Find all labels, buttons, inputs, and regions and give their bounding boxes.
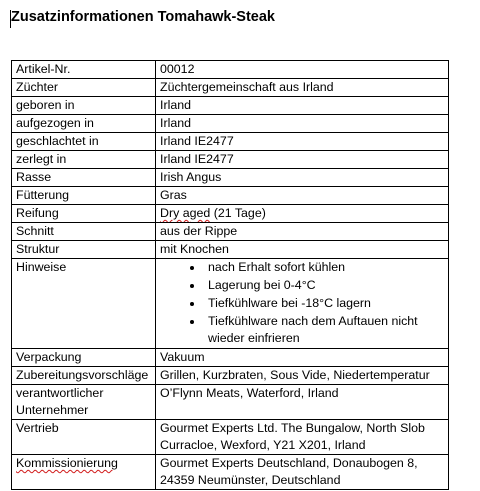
table-row bbox=[12, 97, 449, 115]
row-value-line: Curracloe, Wexford, Y21 X201, Irland bbox=[160, 438, 366, 452]
row-value-line: Gourmet Experts Deutschland, Donaubogen 8, bbox=[160, 456, 418, 470]
list-item: • Tiefkühlware nach dem Auftauen nicht wieder einfrieren bbox=[204, 313, 444, 347]
spellcheck-flagged-text: Dry aged bbox=[160, 206, 211, 220]
table-row bbox=[12, 151, 449, 169]
row-value: Irland bbox=[156, 115, 449, 133]
row-value: Irland IE2477 bbox=[156, 151, 449, 169]
row-value bbox=[156, 259, 449, 349]
row-label: Rasse bbox=[12, 169, 156, 187]
row-label: Hinweise bbox=[12, 259, 156, 349]
spellcheck-flagged-text: Kommissionierung bbox=[16, 456, 118, 470]
row-label: geschlachtet in bbox=[12, 133, 156, 151]
table-row bbox=[12, 349, 449, 367]
row-value: O’Flynn Meats, Waterford, Irland bbox=[156, 385, 449, 420]
row-label: zerlegt in bbox=[12, 151, 156, 169]
notes-list bbox=[160, 259, 444, 347]
table-row bbox=[12, 367, 449, 385]
row-value-line: 24359 Neumünster, Deutschland bbox=[160, 473, 341, 487]
row-label: Fütterung bbox=[12, 187, 156, 205]
list-item: • Lagerung bei 0-4°C bbox=[204, 277, 444, 294]
row-label: Struktur bbox=[12, 241, 156, 259]
list-item: • Tiefkühlware bei -18°C lagern bbox=[204, 295, 444, 312]
table-row bbox=[12, 241, 449, 259]
row-label-line: verantwortlicher bbox=[16, 386, 104, 400]
row-label: Vertrieb bbox=[12, 420, 156, 455]
table-row bbox=[12, 385, 449, 420]
row-value: Grillen, Kurzbraten, Sous Vide, Niedertemperatur bbox=[156, 367, 449, 385]
table-row bbox=[12, 79, 449, 97]
row-value: aus der Rippe bbox=[156, 223, 449, 241]
row-label: geboren in bbox=[12, 97, 156, 115]
row-label bbox=[12, 455, 156, 490]
table-row bbox=[12, 455, 449, 490]
table-row bbox=[12, 205, 449, 223]
document-title: Zusatzinformationen Tomahawk-Steak bbox=[11, 9, 275, 25]
table-row bbox=[12, 187, 449, 205]
row-label: Artikel-Nr. bbox=[12, 61, 156, 79]
row-value: Irland IE2477 bbox=[156, 133, 449, 151]
row-label bbox=[12, 385, 156, 420]
row-label: Reifung bbox=[12, 205, 156, 223]
row-value: mit Knochen bbox=[156, 241, 449, 259]
table-row bbox=[12, 115, 449, 133]
list-item: • nach Erhalt sofort kühlen bbox=[204, 259, 444, 276]
row-value: Züchtergemeinschaft aus Irland bbox=[156, 79, 449, 97]
row-label: Schnitt bbox=[12, 223, 156, 241]
row-label-line: Unternehmer bbox=[16, 403, 89, 417]
row-value: Vakuum bbox=[156, 349, 449, 367]
product-info-table bbox=[11, 60, 449, 490]
row-value-line: Gourmet Experts Ltd. The Bungalow, North Slob bbox=[160, 421, 425, 435]
table-row bbox=[12, 420, 449, 455]
table-row bbox=[12, 169, 449, 187]
row-label: Züchter bbox=[12, 79, 156, 97]
row-value: Irish Angus bbox=[156, 169, 449, 187]
row-label: Verpackung bbox=[12, 349, 156, 367]
row-label: aufgezogen in bbox=[12, 115, 156, 133]
row-value: Irland bbox=[156, 97, 449, 115]
row-value-suffix: (21 Tage) bbox=[210, 206, 266, 220]
row-value bbox=[156, 205, 449, 223]
table-row bbox=[12, 61, 449, 79]
row-value: Gras bbox=[156, 187, 449, 205]
table-row bbox=[12, 133, 449, 151]
row-value bbox=[156, 420, 449, 455]
row-value bbox=[156, 455, 449, 490]
row-value: 00012 bbox=[156, 61, 449, 79]
row-label: Zubereitungsvorschläge bbox=[12, 367, 156, 385]
table-row bbox=[12, 223, 449, 241]
table-row bbox=[12, 259, 449, 349]
